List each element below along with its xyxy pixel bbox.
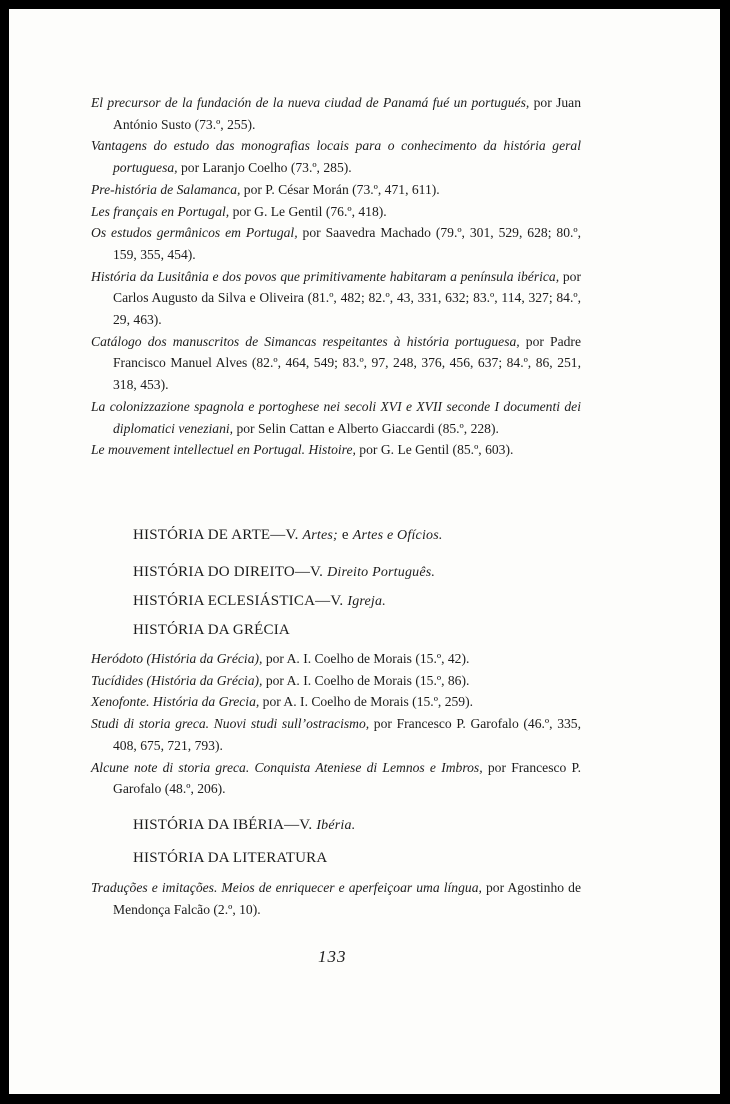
entry-title: Vantagens do estudo das monografias locais para o conhecimento da história geral portuguesa,: [91, 138, 581, 176]
bibliography-entry: [91, 439, 581, 461]
bibliography-entry: [91, 396, 581, 439]
entry-details: por Francesco P. Garofalo (46.º, 335, 408, 675, 721, 793).: [113, 716, 581, 753]
bibliography-entry: [91, 757, 581, 800]
entry-title: Alcune note di storia greca. Conquista Ateniese di Lemnos e Imbros,: [91, 759, 483, 775]
entry-details: por Saavedra Machado (79.º, 301, 529, 628; 80.º, 159, 355, 454).: [113, 225, 582, 262]
entry-title: Studi di storia greca. Nuovi studi sull’ostracismo,: [91, 716, 370, 732]
entry-title: Pre-história de Salamanca,: [91, 181, 241, 197]
bibliography-entry: [91, 135, 581, 178]
entry-title: Heródoto (História da Grécia),: [91, 651, 263, 666]
book-page: [9, 9, 720, 1094]
entry-list-top: [91, 92, 581, 461]
bibliography-entry: [91, 266, 581, 331]
entry-list-grecia: [91, 648, 581, 800]
entry-details: por Selin Cattan e Alberto Giaccardi (85.º, 228).: [233, 420, 499, 436]
section-heading-historia-da-iberia: HISTÓRIA DA IBÉRIA—V. Ibéria.: [133, 817, 356, 833]
entry-details: por Padre Francisco Manuel Alves (82.º, 464, 549; 83.º, 97, 248, 376, 456, 637; 84.º, 86, 251, 318, 453).: [113, 333, 581, 393]
entry-details: por A. I. Coelho de Morais (15.º, 86).: [262, 672, 470, 688]
entry-details: por Laranjo Coelho (73.º, 285).: [177, 160, 352, 176]
entry-details: por A. I. Coelho de Morais (15.º, 259).: [259, 694, 474, 710]
bibliography-entry: [91, 877, 581, 920]
section-heading-historia-da-literatura: HISTÓRIA DA LITERATURA: [133, 850, 328, 866]
entry-details: por Agostinho de Mendonça Falcão (2.º, 10).: [113, 880, 581, 917]
entry-title: Xenofonte. História da Grecia,: [91, 694, 260, 710]
entry-list-literatura: [91, 877, 581, 920]
bibliography-entry: [91, 201, 581, 223]
entry-details: por G. Le Gentil (85.º, 603).: [355, 442, 514, 458]
entry-title: Os estudos germânicos em Portugal,: [91, 225, 298, 241]
entry-title: El precursor de la fundación de la nueva ciudad de Panamá fué un portugués,: [91, 95, 530, 110]
section-heading-historia-da-grecia: HISTÓRIA DA GRÉCIA: [133, 622, 290, 638]
bibliography-entry: [91, 222, 581, 265]
bibliography-entry: [91, 691, 581, 713]
entry-title: La colonizzazione spagnola e portoghese nei secoli XVI e XVII seconde I documenti dei diplomatici veneziani,: [91, 398, 581, 436]
section-heading-historia-do-direito: HISTÓRIA DO DIREITO—V. Direito Português.: [133, 564, 436, 580]
entry-details: por A. I. Coelho de Morais (15.º, 42).: [262, 651, 470, 666]
entry-title: História da Lusitânia e dos povos que primitivamente habitaram a península ibérica,: [91, 268, 560, 284]
section-heading-historia-de-arte: HISTÓRIA DE ARTE—V. Artes; e Artes e Ofícios.: [133, 527, 443, 543]
bibliography-entry: [91, 331, 581, 396]
entry-title: Traduções e imitações. Meios de enriquecer e aperfeiçoar uma língua,: [91, 880, 482, 895]
entry-title: Le mouvement intellectuel en Portugal. Histoire,: [91, 442, 356, 458]
entry-title: Catálogo dos manuscritos de Simancas respeitantes à história portuguesa,: [91, 333, 520, 349]
bibliography-entry: [91, 670, 581, 692]
entry-title: Tucídides (História da Grécia),: [91, 672, 263, 688]
entry-details: por Carlos Augusto da Silva e Oliveira (81.º, 482; 82.º, 43, 331, 632; 83.º, 114, 327; 84.º, 29, 463).: [113, 268, 581, 328]
entry-details: por Francesco P. Garofalo (48.º, 206).: [113, 759, 581, 797]
entry-details: por Juan António Susto (73.º, 255).: [113, 95, 581, 132]
entry-details: por P. César Morán (73.º, 471, 611).: [240, 181, 440, 197]
bibliography-entry: [91, 648, 581, 670]
entry-details: por G. Le Gentil (76.º, 418).: [229, 203, 387, 219]
bibliography-entry: [91, 92, 581, 135]
entry-title: Les français en Portugal,: [91, 203, 230, 219]
section-heading-historia-eclesiastica: HISTÓRIA ECLESIÁSTICA—V. Igreja.: [133, 593, 386, 609]
bibliography-entry: [91, 179, 581, 201]
bibliography-entry: [91, 713, 581, 756]
page-number: 133: [318, 947, 347, 966]
